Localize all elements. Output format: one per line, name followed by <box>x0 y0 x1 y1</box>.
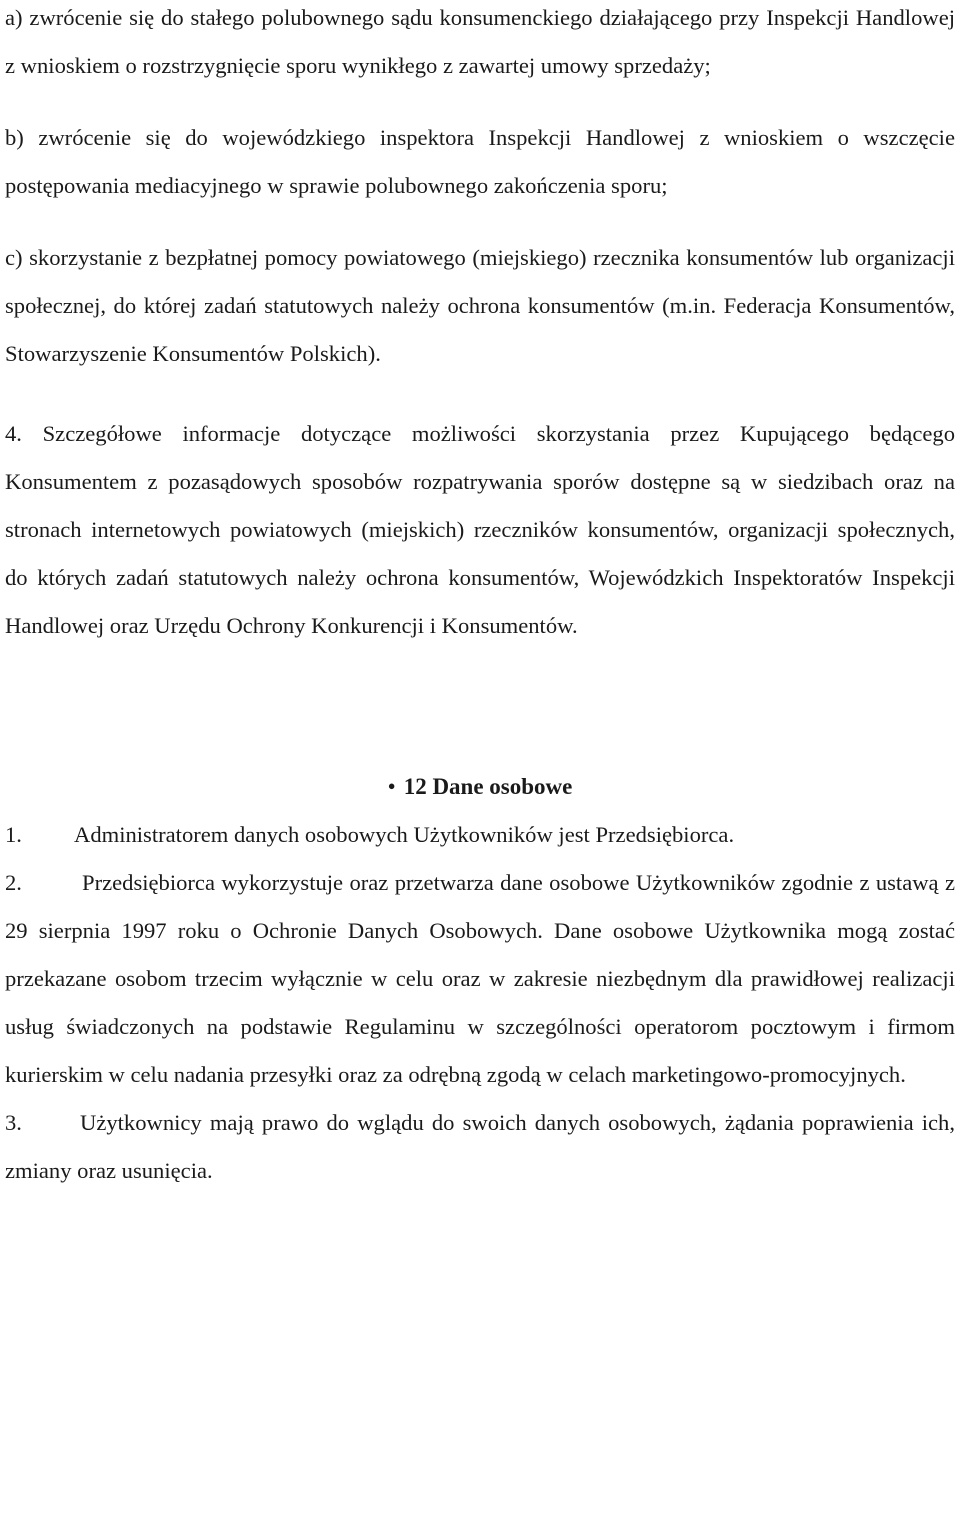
paragraph-4: 4. Szczegółowe informacje dotyczące możliwości skorzystania przez Kupującego będącego Konsumentem z pozasądowych sposobów rozpatrywania sporów dostępne są w siedzibach oraz na stronach internetowych powiatowych (miejskich) rzeczników konsumentów, organizacji społecznych, do których zadań statutowych należy ochrona konsumentów, Wojewódzkich Inspektoratów Inspekcji Handlowej oraz Urzędu Ochrony Konkurencji i Konsumentów. <box>5 421 955 638</box>
document-page <box>5 0 955 1195</box>
list-item-text: Administratorem danych osobowych Użytkowników jest Przedsiębiorca. <box>74 822 735 847</box>
paragraph-c: c) skorzystanie z bezpłatnej pomocy powiatowego (miejskiego) rzecznika konsumentów lub organizacji społecznej, do której zadań statutowych należy ochrona konsumentów (m.in. Federacja Konsumentów, Stowarzyszenie Konsumentów Polskich). <box>5 245 955 366</box>
bullet-marker-icon: • <box>387 774 396 799</box>
paragraph-a: a) zwrócenie się do stałego polubownego sądu konsumenckiego działającego przy Inspekcji Handlowej z wnioskiem o rozstrzygnięcie sporu wynikłego z zawartej umowy sprzedaży; <box>5 5 955 78</box>
list-item-text: Przedsiębiorca wykorzystuje oraz przetwarza dane osobowe Użytkowników zgodnie z ustawą z 29 sierpnia 1997 roku o Ochronie Danych Osobowych. Dane osobowe Użytkownika mogą zostać przekazane osobom trzecim wyłącznie w celu oraz w zakresie niezbędnym dla prawidłowej realizacji usług świadczonych na podstawie Regulaminu w szczególności operatorom pocztowym i firmom kurierskim w celu nadania przesyłki oraz za odrębną zgodą w celach marketingowo-promocyjnych. <box>5 870 955 1087</box>
list-item-text: Użytkownicy mają prawo do wglądu do swoich danych osobowych, żądania poprawienia ich, zmiany oraz usunięcia. <box>5 1110 955 1183</box>
list-item-3 <box>5 1099 955 1195</box>
list-item-number: 2. <box>5 870 22 895</box>
list-item-number: 1. <box>5 822 22 847</box>
list-item-2 <box>5 859 955 1099</box>
paragraph-b: b) zwrócenie się do wojewódzkiego inspektora Inspekcji Handlowej z wnioskiem o wszczęcie postępowania mediacyjnego w sprawie polubownego zakończenia sporu; <box>5 125 955 198</box>
list-item-number: 3. <box>5 1110 22 1135</box>
section-heading <box>5 763 955 811</box>
section-title: 12 Dane osobowe <box>403 774 573 799</box>
list-item-1 <box>5 811 955 859</box>
